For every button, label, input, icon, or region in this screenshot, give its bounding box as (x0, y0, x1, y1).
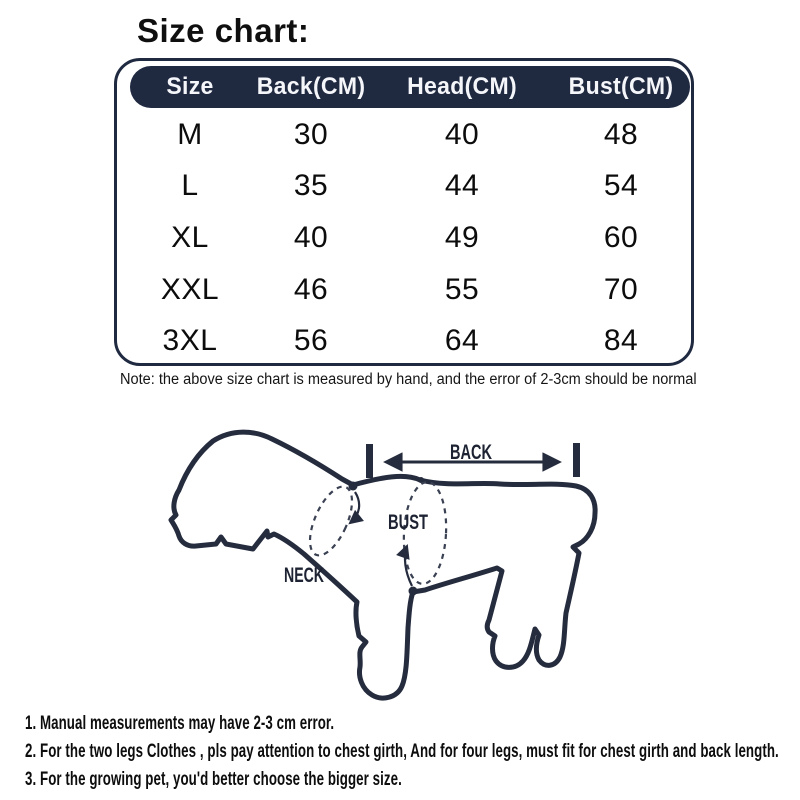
cell-bust: 54 (603, 169, 639, 203)
cell-bust: 48 (603, 117, 639, 151)
bust-label: BUST (388, 511, 429, 534)
footnote-3: 3. For the growing pet, you'd better choose the bigger size. (25, 769, 402, 790)
cell-back: 56 (293, 324, 329, 358)
back-measure-right-bar (573, 443, 580, 477)
cell-size: 3XL (162, 324, 218, 358)
cell-head: 44 (444, 169, 480, 203)
cell-head: 49 (444, 220, 480, 254)
cell-bust: 70 (603, 272, 639, 306)
column-header-size: Size (166, 73, 214, 100)
cell-head: 64 (444, 324, 480, 358)
column-header-back: Back(CM) (256, 73, 366, 100)
measurement-note: Note: the above size chart is measured by hand, and the error of 2-3cm should be normal (120, 371, 697, 388)
cell-back: 46 (293, 272, 329, 306)
cell-back: 30 (293, 117, 329, 151)
cell-back: 35 (293, 169, 329, 203)
dog-outline (171, 432, 595, 698)
cell-size: XXL (160, 272, 220, 306)
cell-bust: 84 (603, 324, 639, 358)
cell-size: L (181, 169, 199, 203)
cell-head: 55 (444, 272, 480, 306)
column-header-bust: Bust(CM) (568, 73, 674, 100)
cell-head: 40 (444, 117, 480, 151)
footnote-2: 2. For the two legs Clothes , pls pay attention to chest girth, And for four legs, must fit for chest girth and back length. (25, 741, 779, 762)
cell-bust: 60 (603, 220, 639, 254)
cell-size: XL (171, 220, 209, 254)
back-label: BACK (450, 441, 492, 464)
footnote-1: 1. Manual measurements may have 2-3 cm error. (25, 713, 335, 734)
back-measure-left-bar (366, 444, 373, 478)
column-header-head: Head(CM) (407, 73, 517, 100)
neck-label: NECK (284, 564, 324, 587)
chest-junction-dot (409, 587, 418, 596)
cell-size: M (177, 117, 203, 151)
page-title: Size chart: (137, 12, 310, 49)
cell-back: 40 (293, 220, 329, 254)
